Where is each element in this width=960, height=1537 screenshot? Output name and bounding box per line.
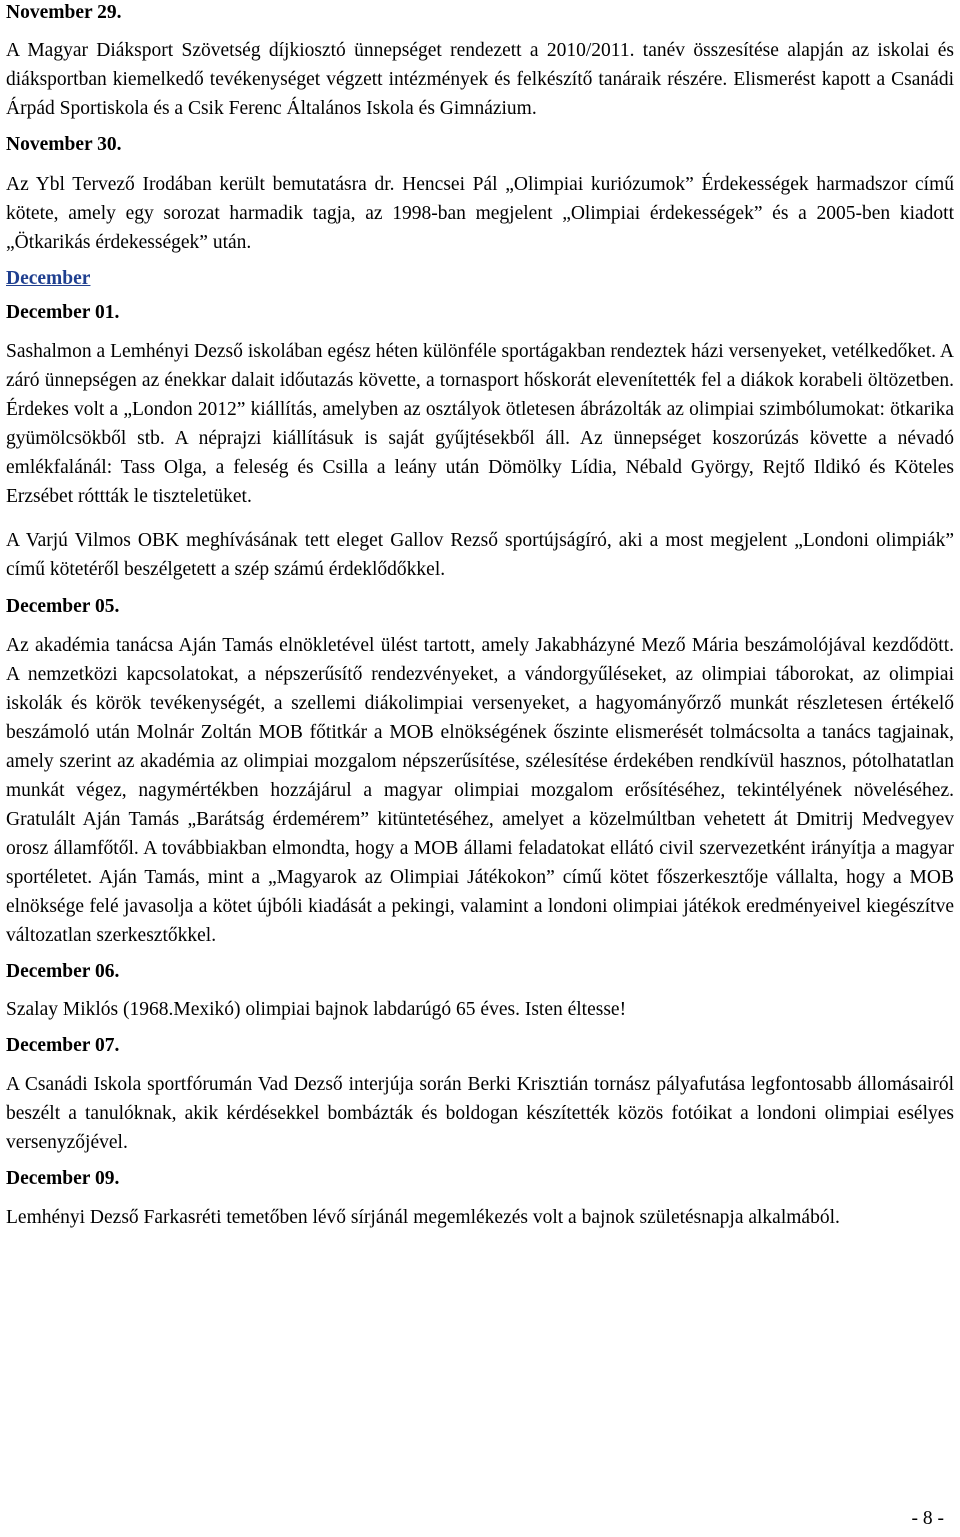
page-number: - 8 - [911,1508,944,1529]
paragraph: Az akadémia tanácsa Aján Tamás elnökletével ülést tartott, amely Jakabházyné Mező Mária beszámolójával kezdődött. A nemzetközi kapcsolatokat, a népszerűsítő rendezvényeket, a vándorgyűléseket, az olimpiai táborokat, az olimpiai iskolák és körök tevékenységét, a szellemi diákolimpiai versenyeket, a hagyományőrző munkát részletesen értékelő beszámoló után Molnár Zoltán MOB főtitkár a MOB elnökségének őszinte elismerését tolmácsolta a tanács tagjainak, amely szerint az akadémia az olimpiai mozgalom népszerűsítése, szélesítése érdekében rendkívül hasznos, pótolhatatlan munkát végez, nagymértékben hozzájárul a magyar olimpiai mozgalom erősítéséhez, tekintélyének növeléséhez. Gratulált Aján Tamás „Barátság érdemérem” kitüntetéséhez, amelyet a közelmúltban vehetett át Dmitrij Medvegyev orosz államfőtől. A továbbiakban elmondta, hogy a MOB állami feladatokat ellátó civil szervezetként irányítja a magyar sportéletet. Aján Tamás, mint a „Magyarok az Olimpiai Játékokon” című kötet főszerkesztője vállalta, hogy a MOB elnöksége felé javasolja a kötet újbóli kiadását a pekingi, valamint a londoni olimpiai játékok eredményeivel kiegészítve változatlan szerkesztőkkel. [6,635,954,946]
section-heading: November 30. [6,134,122,155]
paragraph: Sashalmon a Lemhényi Dezső iskolában egész héten különféle sportágakban rendeztek házi versenyeket, vetélkedőket. A záró ünnepségen az énekkar dalait időutazás követte, a tornasport hőskorát elevenítették fel a diákok korabeli öltözetben. Érdekes volt a „London 2012” kiállítás, amelyben az osztályok ötletesen ábrázolták az olimpiai szimbólumokat: ötkarika gyümölcsökből stb. A néprajzi kiállításuk is saját gyűjtésekből áll. Az ünnepséget koszorúzás követte a névadó emlékfalánál: Tass Olga, a feleség és Csilla a leány után Dömölky Lídia, Nébald György, Rejtő Ildikó és Köteles Erzsébet róttták le tiszteletüket. [6,341,954,507]
section-heading: December 01. [6,302,120,323]
paragraph: Lemhényi Dezső Farkasréti temetőben lévő sírjánál megemlékezés volt a bajnok születésnapja alkalmából. [6,1207,840,1228]
document-page [6,0,954,1232]
month-heading: December [6,268,91,289]
paragraph: A Varjú Vilmos OBK meghívásának tett eleget Gallov Rezső sportújságíró, aki a most megjelent „Londoni olimpiák” című kötetéről beszélgetett a szép számú érdeklődőkkel. [6,530,954,580]
section-heading: December 06. [6,961,120,982]
paragraph: A Csanádi Iskola sportfórumán Vad Dezső interjúja során Berki Krisztián tornász pályafutása legfontosabb állomásairól beszélt a tanulóknak, akik kérdésekkel bombázták és boldogan készítették közös fotóikat a londoni olimpiai esélyes versenyzőjével. [6,1074,954,1153]
section-heading: November 29. [6,2,122,23]
paragraph: A Magyar Diáksport Szövetség díjkiosztó ünnepséget rendezett a 2010/2011. tanév összesítése alapján az iskolai és diáksportban kiemelkedő tevékenységet végzett intézmények és felkészítő tanáraik részére. Elismerést kapott a Csanádi Árpád Sportiskola és a Csik Ferenc Általános Iskola és Gimnázium. [6,40,954,119]
section-heading: December 05. [6,596,120,617]
paragraph: Az Ybl Tervező Irodában került bemutatásra dr. Hencsei Pál „Olimpiai kuriózumok” Érdekességek harmadszor című kötete, amely egy sorozat harmadik tagja, az 1998-ban megjelent „Olimpiai érdekességek” és a 2005-ben kiadott „Ötkarikás érdekességek” után. [6,174,954,253]
paragraph: Szalay Miklós (1968.Mexikó) olimpiai bajnok labdarúgó 65 éves. Isten éltesse! [6,999,627,1020]
section-heading: December 07. [6,1035,120,1056]
section-heading: December 09. [6,1168,120,1189]
